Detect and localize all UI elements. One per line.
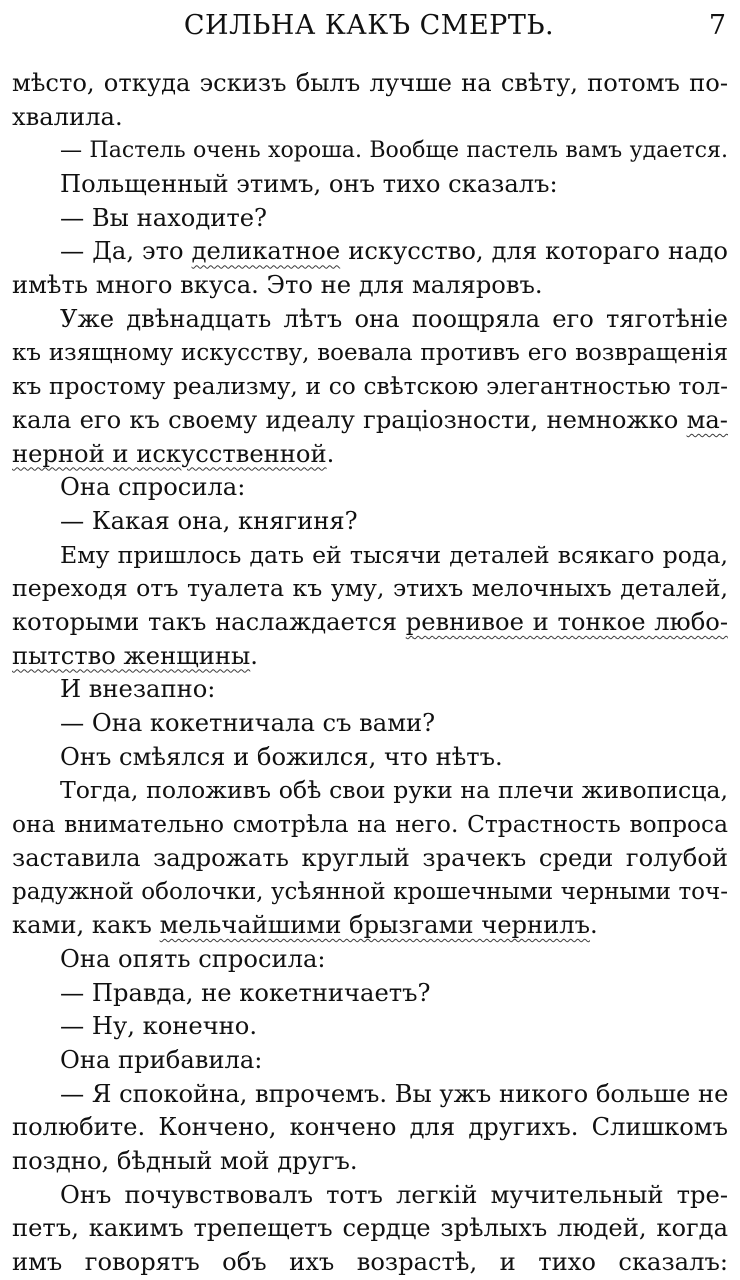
line-segment: . xyxy=(250,641,258,670)
text-line xyxy=(12,404,728,438)
line-segment: которыми такъ наслаждается xyxy=(12,608,406,636)
text-line: — Какая она, княгиня? xyxy=(60,506,358,535)
line-segment: ками, какъ xyxy=(12,911,160,940)
underlined-phrase: ревнивое и тонкое любо- xyxy=(405,608,728,636)
text-line: Она спросила: xyxy=(60,473,246,502)
text-line: радужной оболочки, усѣянной крошечными черными точ- xyxy=(12,878,728,905)
body-text xyxy=(12,67,728,1280)
page-number: 7 xyxy=(708,10,726,41)
text-line: имъ говорятъ объ ихъ возрастѣ, и тихо сказалъ: xyxy=(12,1248,728,1277)
line-segment: . xyxy=(326,439,335,468)
text-line: И внезапно: xyxy=(60,675,216,704)
text-line: полюбите. Кончено, кончено для другихъ. Слишкомъ xyxy=(12,1113,728,1142)
text-line xyxy=(12,235,728,269)
text-line: Онъ смѣялся и божился, что нѣтъ. xyxy=(60,742,503,771)
text-line: Она прибавила: xyxy=(60,1045,263,1074)
text-line: Она опять спросила: xyxy=(60,944,326,973)
text-line: — Ну, конечно. xyxy=(60,1012,258,1041)
text-line: — Пастель очень хороша. Вообще пастель вамъ удается. xyxy=(60,137,728,164)
line-segment: . xyxy=(590,911,598,940)
text-line: Польщенный этимъ, онъ тихо сказалъ: xyxy=(60,170,558,199)
text-line: она внимательно смотрѣла на него. Страстность вопроса xyxy=(12,811,728,839)
text-line xyxy=(12,640,728,674)
underlined-phrase: ма- xyxy=(686,405,728,434)
text-line: петъ, какимъ трепещетъ сердце зрѣлыхъ людей, когда xyxy=(12,1214,728,1243)
text-line: Онъ почувствовалъ тотъ легкiй мучительный тре- xyxy=(60,1180,728,1209)
text-line: имѣть много вкуса. Это не для маляровъ. xyxy=(12,271,543,300)
text-line xyxy=(12,438,728,472)
underlined-phrase: деликатное xyxy=(191,237,341,266)
text-line: — Я спокойна, впрочемъ. Вы ужъ никого больше не xyxy=(60,1079,729,1108)
underlined-phrase: пытство женщины xyxy=(12,641,251,670)
text-line xyxy=(12,909,728,943)
text-line: Ему пришлось дать ей тысячи деталей всякаго рода, xyxy=(60,540,728,569)
text-line: заставила задрожать круглый зрачекъ среди голубой xyxy=(12,843,728,872)
text-line: къ простому реализму, и со свѣтскою элегантностью тол- xyxy=(12,373,728,401)
text-line: Уже двѣнадцать лѣтъ она поощряла его тяготѣнiе xyxy=(60,304,728,333)
line-segment: — Да, это xyxy=(60,237,192,266)
underlined-phrase: мельчайшими брызгами чернилъ xyxy=(159,911,591,940)
text-line: къ изящному искусству, воевала противъ его возвращенiя xyxy=(12,339,728,366)
text-line: мѣсто, откуда эскизъ былъ лучше на свѣту, потомъ по- xyxy=(12,69,728,97)
line-segment: искусство, для котораго надо xyxy=(340,237,728,266)
running-title: СИЛЬНА КАКЪ СМЕРТЬ. xyxy=(183,10,555,41)
text-line: переходя отъ туалета къ уму, этихъ мелочныхъ деталей, xyxy=(12,574,728,603)
text-line: поздно, бѣдный мой другъ. xyxy=(12,1147,358,1175)
text-line xyxy=(12,606,728,640)
text-line: — Правда, не кокетничаетъ? xyxy=(60,978,431,1007)
underlined-phrase: нерной и искусственной xyxy=(12,439,327,468)
text-line: Тогда, положивъ обѣ свои руки на плечи живописца, xyxy=(60,776,728,805)
page-header xyxy=(12,6,726,46)
text-line: — Она кокетничала съ вами? xyxy=(60,709,436,738)
text-line: — Вы находите? xyxy=(60,203,268,232)
text-line: хвалила. xyxy=(12,102,123,131)
line-segment: кала его къ своему идеалу грацiозности, немножко xyxy=(12,405,687,434)
